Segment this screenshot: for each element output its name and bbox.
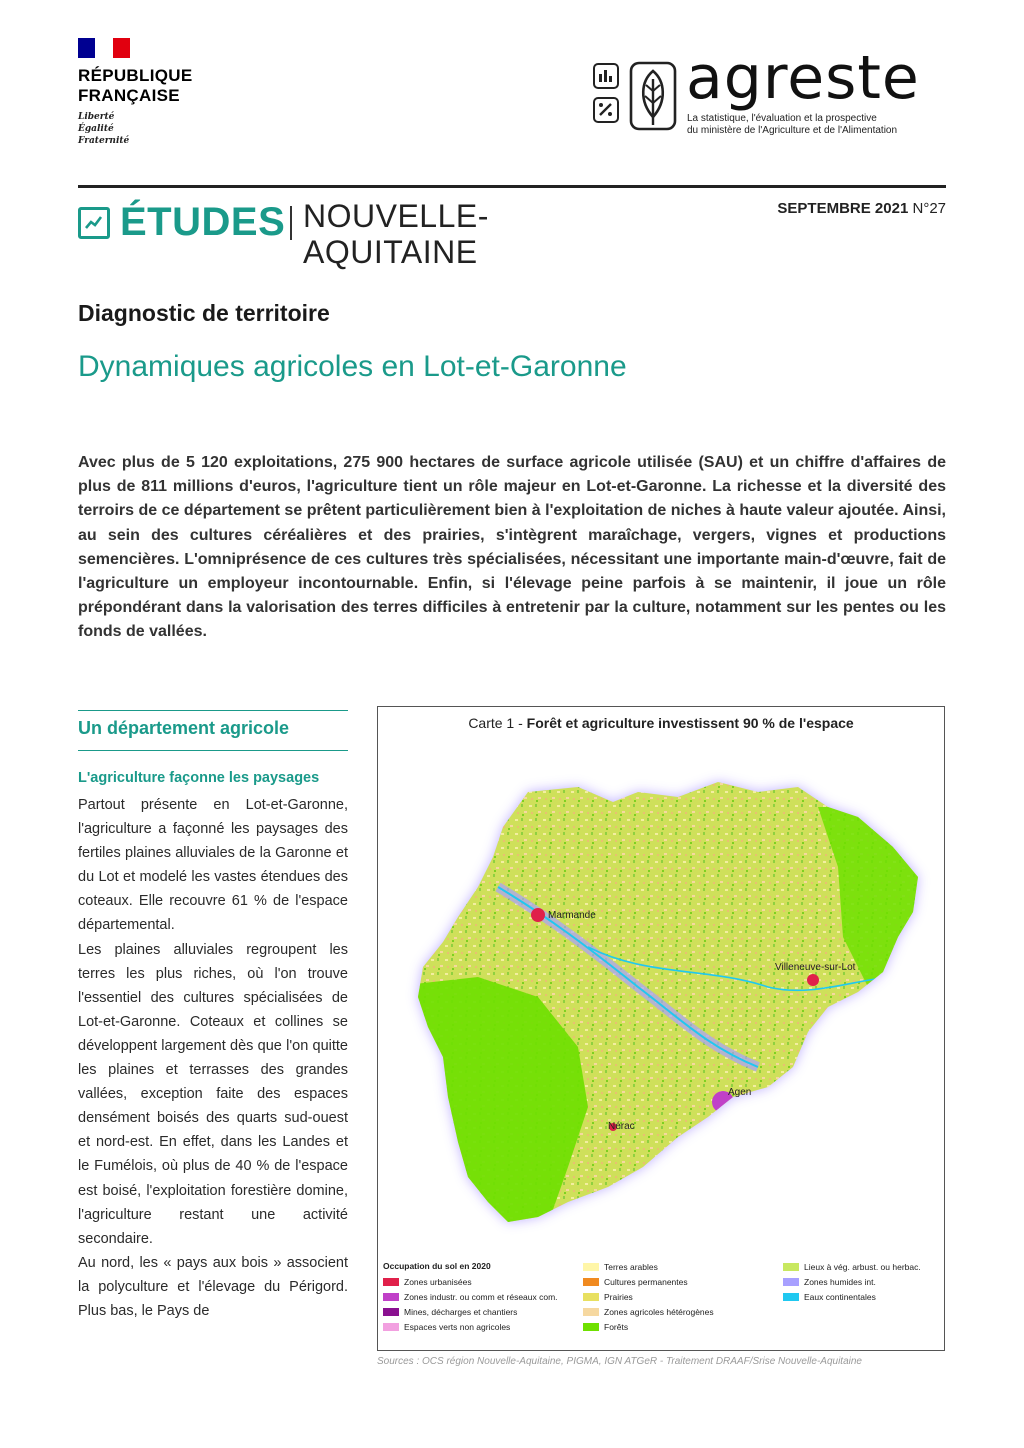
motto-egalite: Égalité <box>78 124 114 134</box>
series-separator <box>290 206 292 240</box>
legend-item <box>583 1289 714 1304</box>
article-lead: Avec plus de 5 120 exploitations, 275 900 hectares de surface agricole utilisée (SAU) et un chiffre d'affaires de plus de 811 millions d'euros, l'agriculture tient un rôle majeur en Lot-et-Garonne. La richesse et la diversité des terroirs de ce département se prêtent particulièrement bien à l'exploitation de niches à haute valeur ajoutée. Ainsi, au sein des cultures céréalières et des prairies, s'intègrent maraîchage, vergers, vignes et productions semencières. L'omniprésence de ces cultures très spécialisées, nécessitant une importante main-d'œuvre, fait de l'agriculture un employeur incontournable. Enfin, si l'élevage peine parfois à se maintenir, il joue un rôle prépondérant dans la valorisation des terres difficiles à entretenir par la culture, notamment sur les pentes ou les fonds de vallées. <box>78 454 946 641</box>
agreste-tagline-2: du ministère de l'Agriculture et de l'Alimentation <box>687 125 898 136</box>
legend-column-2 <box>583 1259 714 1334</box>
map-legend <box>383 1259 941 1339</box>
legend-label: Forêts <box>604 1321 629 1332</box>
body-paragraph-3: Au nord, les « pays aux bois » associent la polyculture et l'élevage du Périgord. Plus bas, le Pays de <box>78 1254 348 1319</box>
legend-label: Zones industr. ou comm et réseaux com. <box>404 1291 558 1302</box>
body-paragraph-2: Les plaines alluviales regroupent les terres les plus riches, où l'on trouve l'essentiel des cultures spécialisées de Lot-et-Garonne. Coteaux et collines se développent largement dès que l'on quitte les plaines et terrasses des grandes vallées, exception faite des espaces densément boisés des quarts sud-ouest et nord-est. En effet, dans les Landes et le Fumélois, où plus de 40 % de l'espace est boisé, l'exploitation forestière domine, l'agriculture restant une activité secondaire. <box>78 941 348 1247</box>
legend-item <box>783 1274 921 1289</box>
legend-item <box>383 1274 558 1289</box>
legend-swatch <box>383 1293 399 1301</box>
legend-item <box>383 1304 558 1319</box>
agreste-tagline <box>687 113 897 137</box>
legend-item <box>383 1319 558 1334</box>
series-label <box>78 200 285 245</box>
section-title: Un département agricole <box>78 718 290 738</box>
urban-villeneuve <box>807 974 819 986</box>
section-rule-bottom <box>78 750 348 751</box>
republic-line-2: FRANÇAISE <box>78 86 180 105</box>
legend-swatch <box>783 1263 799 1271</box>
series-name: ÉTUDES <box>120 200 286 244</box>
legend-label: Cultures permanentes <box>604 1276 688 1287</box>
legend-item <box>583 1319 714 1334</box>
city-agen: Agen <box>728 1087 752 1098</box>
article-kicker: Diagnostic de territoire <box>78 300 330 326</box>
region-line-2: AQUITAINE <box>303 234 478 270</box>
legend-item <box>383 1289 558 1304</box>
statistics-icons <box>593 63 633 133</box>
body-paragraph-1: Partout présente en Lot-et-Garonne, l'agriculture a façonné les paysages des fertiles plaines alluviales de la Garonne et du Lot et modelé les vastes étendues des coteaux. Elle recouvre 61 % de l'espace départemental. <box>78 797 348 934</box>
french-flag-icon <box>78 38 130 58</box>
agreste-logo <box>593 43 953 136</box>
issue-number: N°27 <box>912 200 946 217</box>
legend-swatch <box>583 1293 599 1301</box>
issue-date: SEPTEMBRE 2021 <box>777 200 909 217</box>
republic-motto <box>78 111 192 147</box>
legend-title: Occupation du sol en 2020 <box>383 1261 491 1271</box>
republic-line-1: RÉPUBLIQUE <box>78 66 193 85</box>
legend-label: Prairies <box>604 1291 633 1302</box>
motto-liberte: Liberté <box>78 112 115 122</box>
land-use-map <box>388 747 936 1252</box>
urban-marmande <box>531 908 545 922</box>
legend-swatch <box>783 1293 799 1301</box>
legend-column-3 <box>783 1259 921 1304</box>
land-cover <box>388 747 936 1252</box>
agreste-tagline-1: La statistique, l'évaluation et la prospective <box>687 113 877 124</box>
legend-column-1 <box>383 1259 558 1334</box>
legend-label: Terres arables <box>604 1261 658 1272</box>
legend-swatch <box>383 1323 399 1331</box>
issue-info <box>777 200 946 217</box>
legend-label: Zones humides int. <box>804 1276 876 1287</box>
city-nerac: Nérac <box>608 1121 635 1132</box>
legend-item <box>783 1289 921 1304</box>
city-marmande: Marmande <box>548 910 596 921</box>
legend-item <box>583 1274 714 1289</box>
percent-icon <box>593 97 619 123</box>
map-figure <box>377 706 945 1351</box>
republique-francaise-logo <box>78 38 192 147</box>
map-sources: Sources : OCS région Nouvelle-Aquitaine, PIGMA, IGN ATGeR - Traitement DRAAF/Srise Nouvelle-Aquitaine <box>377 1356 862 1367</box>
map-caption-title: Forêt et agriculture investissent 90 % de l'espace <box>526 715 854 731</box>
legend-label: Zones urbanisées <box>404 1276 472 1287</box>
legend-swatch <box>383 1278 399 1286</box>
region-line-1: NOUVELLE- <box>303 198 489 234</box>
header-divider <box>78 185 946 188</box>
article-body <box>78 793 348 1323</box>
legend-swatch <box>783 1278 799 1286</box>
subsection-title: L'agriculture façonne les paysages <box>78 770 320 786</box>
legend-label: Espaces verts non agricoles <box>404 1321 511 1332</box>
legend-swatch <box>583 1263 599 1271</box>
agreste-wordmark: agreste <box>686 43 920 113</box>
map-caption-prefix: Carte 1 - <box>468 715 523 731</box>
article-title: Dynamiques agricoles en Lot-et-Garonne <box>78 350 627 383</box>
legend-swatch <box>583 1323 599 1331</box>
region-name <box>303 198 489 270</box>
map-caption <box>378 715 944 731</box>
legend-swatch <box>583 1308 599 1316</box>
legend-label: Zones agricoles hétérogènes <box>604 1306 714 1317</box>
legend-label: Mines, décharges et chantiers <box>404 1306 518 1317</box>
legend-item <box>783 1259 921 1274</box>
legend-label: Eaux continentales <box>804 1291 876 1302</box>
bar-chart-icon <box>593 63 619 89</box>
legend-swatch <box>383 1308 399 1316</box>
city-villeneuve-sur-lot: Villeneuve-sur-Lot <box>775 962 856 973</box>
trend-icon <box>78 207 110 239</box>
legend-item <box>583 1304 714 1319</box>
legend-item <box>583 1259 714 1274</box>
section-rule-top <box>78 710 348 711</box>
legend-swatch <box>583 1278 599 1286</box>
leaf-icon <box>629 61 677 131</box>
motto-fraternite: Fraternité <box>78 136 130 146</box>
legend-label: Lieux à vég. arbust. ou herbac. <box>804 1261 921 1272</box>
